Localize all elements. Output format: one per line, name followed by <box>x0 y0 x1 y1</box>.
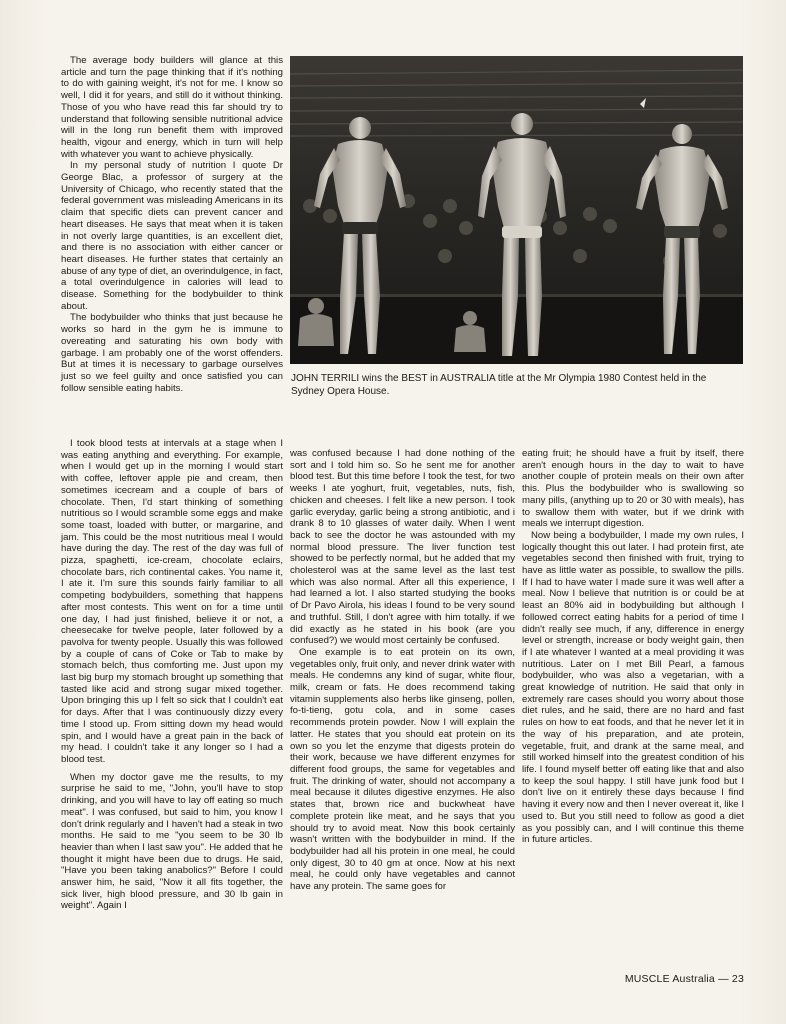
paragraph: was confused because I had done nothing of the sort and I told him so. So he sent me for another blood test. But this time before I took the test, for two weeks I ate yoghurt, fruit, vegetables, nuts, fish, chicken and cheeses. I felt like a new person. I took garlic everyday, garlic being a strong antibiotic, and i drank 8 to 10 glasses of water daily. When I went back to see the doctor he was astounded with my normal blood pressure. The liver function test showed to be perfectly normal, but he added that my cholesterol was at the same level as the last test which was also normal. After all this experience, I had learned a lot. I also started studying the books of Dr Pavo Airola, his ideas I found to be very sound and truthful. Still, I don't agree with him totally. if we did exactly as he stated in his book (are you confused?) we would most certainly be confused. <box>290 448 515 647</box>
paragraph: I took blood tests at intervals at a stage when I was eating anything and everything. For example, when I would get up in the morning I would start with coffee, leftover apple pie and cream, then sometimes icecream and a couple of bars of chocolate. Then, I'd start thinking of something nutritious so I would scramble some eggs and make some toast, loaded with butter, or margarine, and jam. This could be the most nutritious meal I would have during the day. The rest of the day was full of pizza, spaghetti, ice-cream, chocolate eclairs, chocolate bars, rich continental cakes. You name it, I ate it. I'm sure this sounds fairly familiar to all competing bodybuilders, something that happens after most contests. This went on for a time until one day, I had just finished, believe it or not, a cheesecake for twelve people, later followed by a pavolva for twenty people. Usually this was followed by a couple of cans of Coke or Tab to make by stomach belch, thus comforting me. Just upon my last big burp my stomach brought up something that tasted like acid and strong sugar mixed together. Upon bringing this up I felt so sick that I couldn't eat for days. After that I was continuously dizzy every time I stood up. From sitting down my head would spin, and I would have a great pain in the back of my head. I couldn't take it any longer so I had a blood test. <box>61 438 283 765</box>
photo-caption: JOHN TERRILI wins the BEST in AUSTRALIA title at the Mr Olympia 1980 Contest held in the Sydney Opera House. <box>291 373 707 397</box>
paragraph: When my doctor gave me the results, to my surprise he said to me, "John, you'll have to stop drinking, and you will have to lay off eating so much meat". I was confused, but said to him, you know I don't drink regularly and I haven't had a steak in two months. He said to me "you seem to be 30 lb heavier than when I last saw you". He added that he thought it might have been due to drugs. He said, "Have you been taking anabolics?" Before I could answer him, he said, "Now it all fits together, the sick liver, high blood pressure, and 30 lb gain in weight". Again I <box>61 771 283 912</box>
article-column-2 <box>290 448 515 893</box>
page-footer: MUSCLE Australia — 23 <box>624 973 744 985</box>
article-intro <box>61 55 283 394</box>
article-column-1 <box>61 438 283 912</box>
paragraph: In my personal study of nutrition I quote Dr George Blac, a professor of surgery at the University of Chicago, who recently stated that the federal government was misleading Americans in its claim that specific diets can prevent cancer and heart diseases. He says that meat when it is taken in not overly large quantities, is an excellent diet, and there is no association with either cancer or heart diseases. He further states that certainly an abuse of any type of diet, an overindulgence, in fact, a total overindulgence in calories will lead to disease. Something for the bodybuilder to think about. <box>61 160 283 312</box>
article-column-3 <box>522 448 744 846</box>
paragraph: One example is to eat protein on its own, vegetables only, fruit only, and never drink water with meals. He condemns any kind of sugar, white flour, milk, cream or fats. He does recommend taking vitamin supplements also herbs like ginseng, pollen, fo-ti-tieng, gotu cola, and in some cases recommends protein powder. Now I will explain the latter. He states that you should eat protein on its own so you let the enzyme that digests protein do their work, because we have different enzymes for different food groups, the same for vegetables and fruit. The drinking of water, should not accompany a meal because it dilutes digestive enzymes. He also states that, brown rice and buckwheat have complete protein like meat, and he says that you should try to avoid meat. Now this book certainly wasn't written with the bodybuilder in mind. If the bodybuilder had all his protein in one meal, he could only digest, 30 to 40 gm at once. Now at his next meal, he could only have vegetables and cannot have any protein. The same goes for <box>290 646 515 893</box>
paragraph: Now being a bodybuilder, I made my own rules, I logically thought this out later. I had protein first, ate vegetables second then finished with fruit, trying to have as little water as possible, to swallow the pills. If I had to have water I made sure it was well after a meal. Now I believe that nutrition is or could be at least an 80% aid in bodybuilding but although I followed correct eating habits for a period of time I didn't really see much, if any, difference in energy level or strength, increase or body weight gain, then if I ate whatever I wanted at a meal providing it was nutritious. Later on I met Bill Pearl, a famous bodybuilder, who was also a vegetarian, with a great knowledge of nutrition. He said that only in extremely rare cases should you worry about those diet rules, and he said, there are no hard and fast rules on how to eat foods, and that he never let it in the way of his preparation, and ate protein, vegetable, fruit, and drank at the same meal, and still worked himself into the greatest condition of his life. I found myself better off eating like that and also to keep the soul happy. I still have junk food but I don't live on it entirely these days because I find having it every now and then I never overeat it, like I used to. But you still need to follow as good a diet as you possibly can, and I will continue this theme in future articles. <box>522 529 744 846</box>
paragraph: eating fruit; he should have a fruit by itself, there aren't enough hours in the day to wait to have another couple of protein meals on their own after this. Plus the bodybuilder who is swallowing so many pills, (anything up to 20 or 30 with meals), has to swallow them with water, but if we drink with meals we interrupt digestion. <box>522 448 744 530</box>
paragraph: The bodybuilder who thinks that just because he works so hard in the gym he is immune to overeating and saturating his own body with garbage. I am probably one of the worst offenders. But at times it is necessary to garbage ourselves just so we feel guilty and once satisfied you can follow sensible eating habits. <box>61 312 283 394</box>
contest-photo <box>290 56 743 364</box>
paragraph: The average body builders will glance at this article and turn the page thinking that if it's nothing to do with gaining weight, it's not for me. I know so well, I did it for years, and still do it without thinking. Those of you who have read this far should try to understand that following sensible nutritional advice will in the long run benefit them with improved health, vigour and energy, which in turn will help with whatever you want to achieve physically. <box>61 55 283 160</box>
